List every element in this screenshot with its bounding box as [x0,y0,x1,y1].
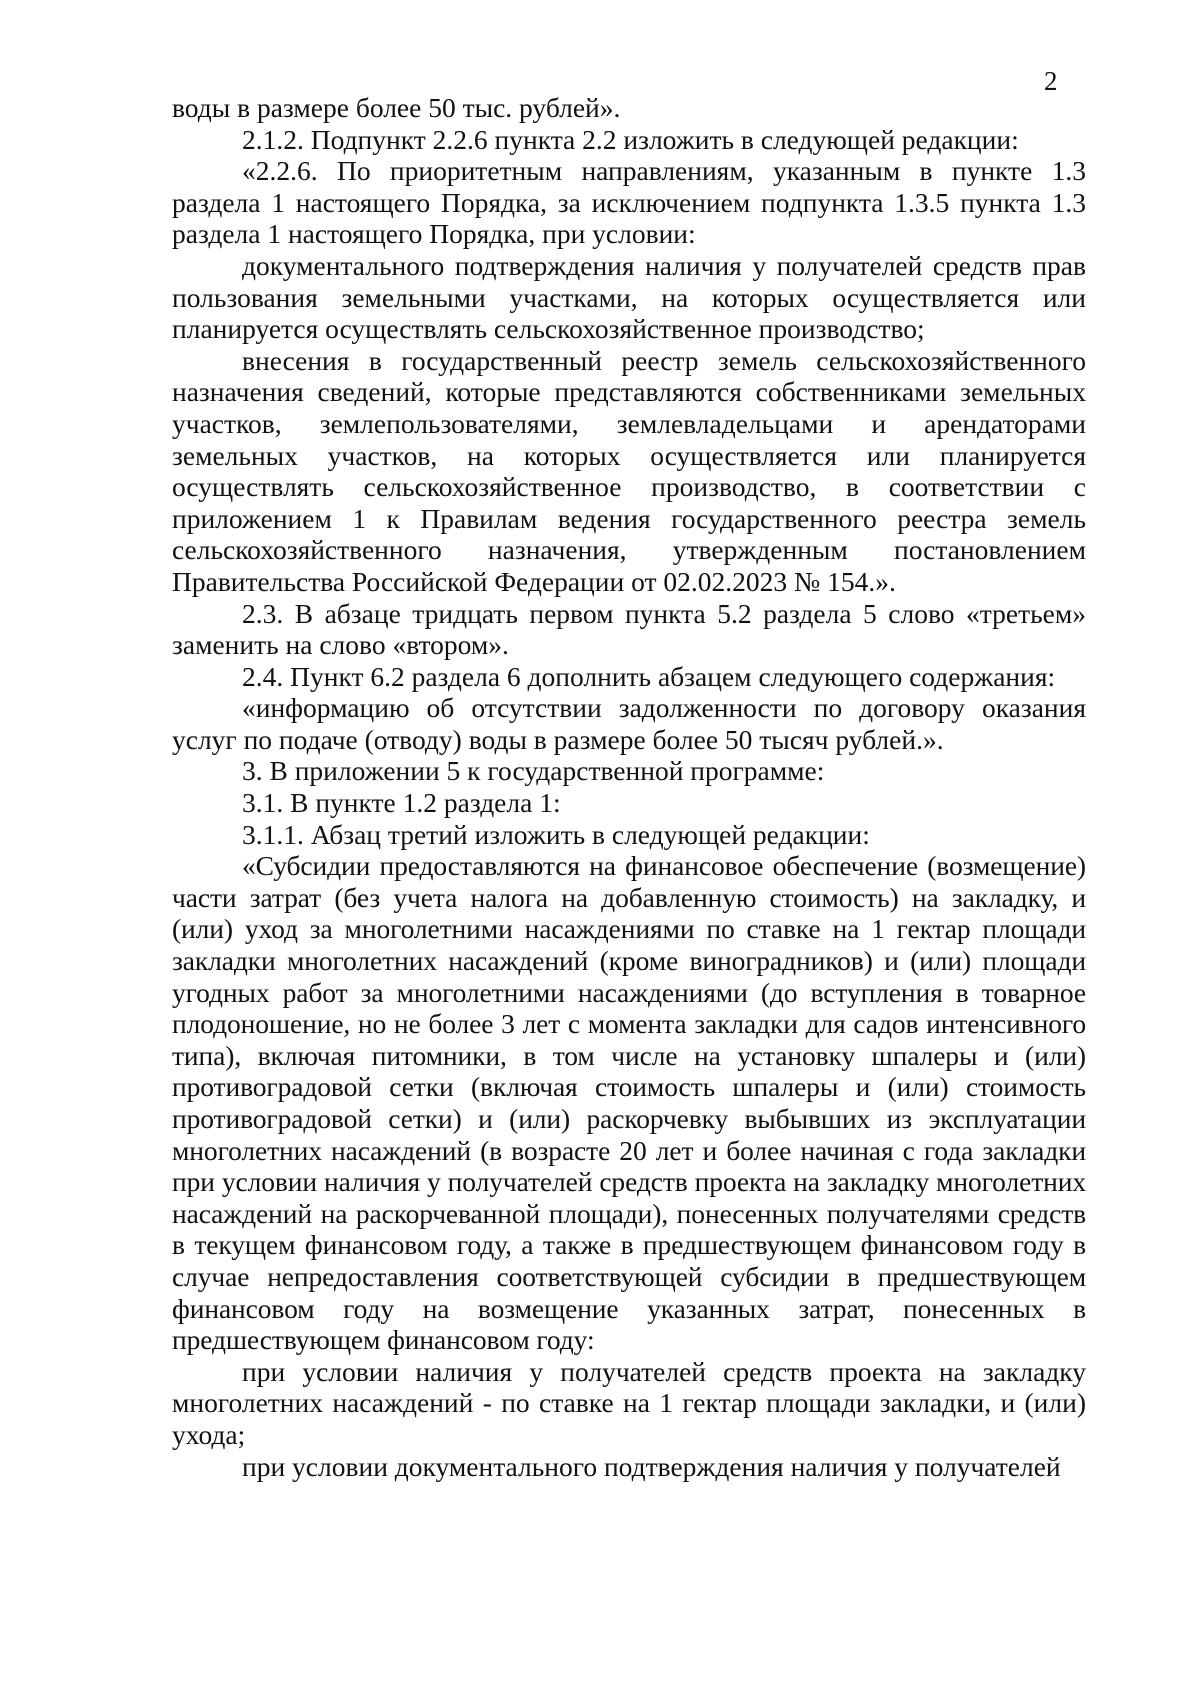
paragraph: 3. В приложении 5 к государственной программе: [242,755,825,787]
paragraph: 2.1.2. Подпункт 2.2.6 пункта 2.2 изложить в следующей редакции: [242,123,1019,155]
paragraph: при условии документального подтверждения наличия у получателей [242,1450,1061,1482]
paragraph: 2.3. В абзаце тридцать первом пункта 5.2 раздела 5 слово «третьем» заменить на слово «втором». [172,597,1086,661]
paragraph: 2.4. Пункт 6.2 раздела 6 дополнить абзацем следующего содержания: [242,660,1056,692]
document-body [172,92,1086,1482]
paragraph: при условии наличия у получателей средств проекта на закладку многолетних насаждений - по ставке на 1 гектар площади закладки, и (или) ухода; [172,1355,1086,1450]
paragraph: 3.1. В пункте 1.2 раздела 1: [242,787,561,819]
paragraph: «2.2.6. По приоритетным направлениям, указанным в пункте 1.3 раздела 1 настоящего Порядка, за исключением подпункта 1.3.5 пункта 1.3 раздела 1 настоящего Порядка, при условии: [172,155,1086,250]
paragraph: внесения в государственный реестр земель сельскохозяйственного назначения сведений, которые представляются собственниками земельных участков, землепользователями, землевладельцами и арендаторами земельных участков, на которых осуществляется или планируется осуществлять сельскохозяйственное производство, в соответствии с приложением 1 к Правилам ведения государственного реестра земель сельскохозяйственного назначения, утвержденным постановлением Правительства Российской Федерации от 02.02.2023 № 154.». [172,344,1086,597]
paragraph: «информацию об отсутствии задолженности по договору оказания услуг по подаче (отводу) воды в размере более 50 тысяч рублей.». [172,692,1086,755]
paragraph: воды в размере более 50 тыс. рублей». [172,92,621,123]
paragraph: «Субсидии предоставляются на финансовое обеспечение (возмещение) части затрат (без учета налога на добавленную стоимость) на закладку, и (или) уход за многолетними насаждениями по ставке на 1 гектар площади закладки многолетних насаждений (кроме виноградников) и (или) площади угодных работ за многолетними насаждениями (до вступления в товарное плодоношение, но не более 3 лет с момента закладки для садов интенсивного типа), включая питомники, в том числе на установку шпалеры и (или) противоградовой сетки (включая стоимость шпалеры и (или) стоимость противоградовой сетки) и (или) раскорчевку выбывших из эксплуатации многолетних насаждений (в возрасте 20 лет и более начиная с года закладки при условии наличия у получателей средств проекта на закладку многолетних насаждений на раскорчеванной площади), понесенных получателями средств в текущем финансовом году, а также в предшествующем финансовом году в случае непредоставления соответствующей субсидии в предшествующем финансовом году на возмещение указанных затрат, понесенных в предшествующем финансовом году: [172,850,1086,1356]
paragraph: документального подтверждения наличия у получателей средств прав пользования земельными участками, на которых осуществляется или планируется осуществлять сельскохозяйственное производство; [172,249,1086,345]
paragraph: 3.1.1. Абзац третий изложить в следующей редакции: [242,818,870,850]
page-number: 2 [1044,66,1058,96]
